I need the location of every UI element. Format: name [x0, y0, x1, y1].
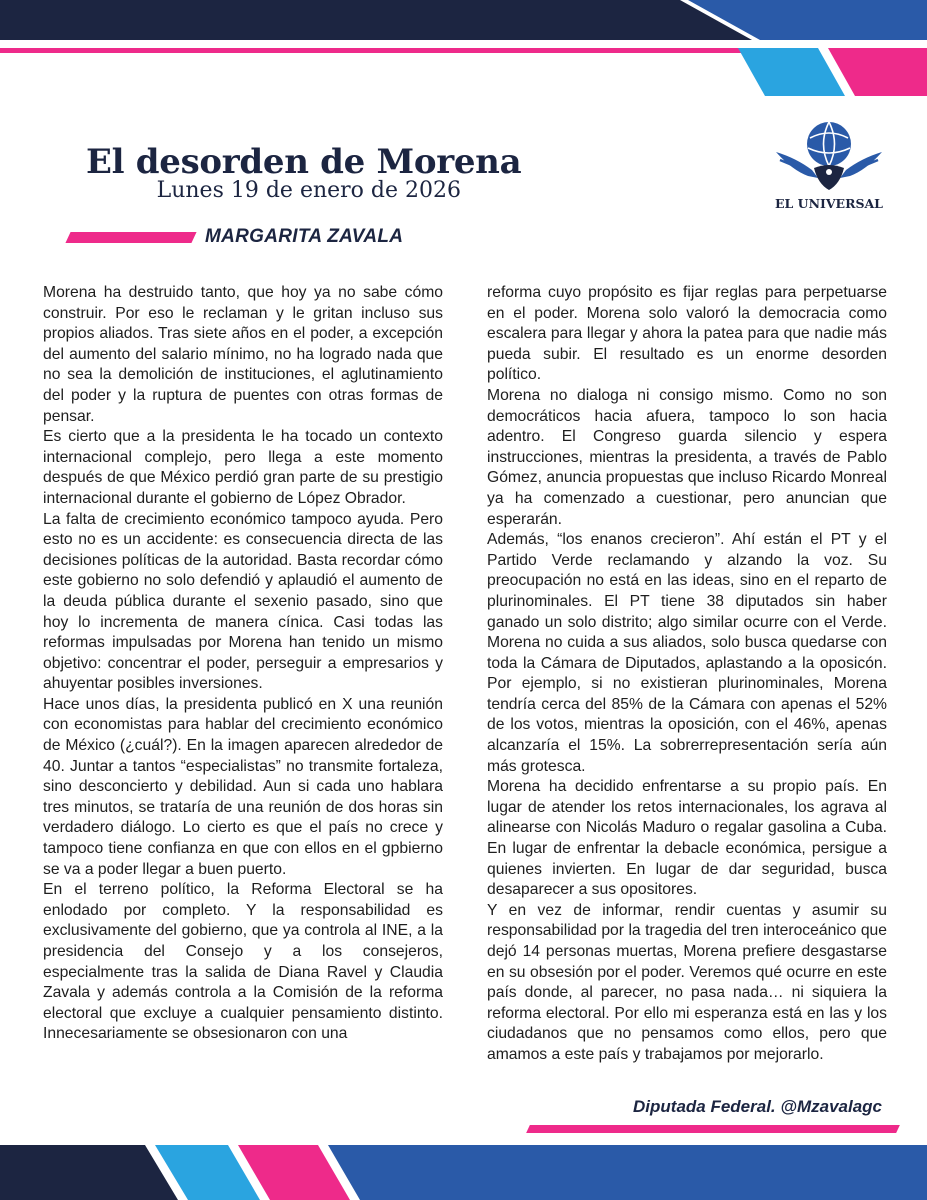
paragraph: Hace unos días, la presidenta publicó en X una reunión con economistas para hablar del crecimiento económico de México (¿cuál?). En la imagen aparecen alrededor de 40. Juntar a tantos “especialistas” no transmite fortaleza, sino desconcierto y debilidad. Aun si cada uno hablara tres minutos, se trataría de una reunión de dos horas sin verdadero diálogo. Lo cierto es que el país no crece y tampoco tiene confianza en que con ellos en el gpbierno se va a poder llegar a buen puerto.: [43, 695, 443, 878]
top-light-blue-band: [738, 48, 845, 96]
article-column-right: [487, 283, 887, 1066]
bottom-navy-band: [0, 1145, 178, 1200]
footer-signature: Diputada Federal. @Mzavalagc: [633, 1097, 882, 1116]
author-accent-bar: [65, 232, 196, 243]
paragraph: Morena no dialoga ni consigo mismo. Como no son democráticos hacia afuera, tampoco lo son hacia adentro. El Congreso guarda silencio y espera instrucciones, mientras la presidenta, a través de Pablo Gómez, anuncia propuestas que incluso Ricardo Monreal ya ha comenzado a cuestionar, pero anuncian que esperarán.: [487, 386, 887, 528]
article-title: El desorden de Morena: [86, 142, 522, 182]
bottom-decorative-stripes: [0, 1145, 927, 1200]
paragraph: Morena ha destruido tanto, que hoy ya no sabe cómo construir. Por eso le reclaman y le gritan incluso sus propios aliados. Tras siete años en el poder, a excepción del aumento del salario mínimo, no ha logrado nada que no sea la demolición de instituciones, el aglutinamiento del poder y la ruptura de puentes con otras formas de pensar.: [43, 284, 443, 425]
paragraph: En el terreno político, la Reforma Electoral se ha enlodado por completo. Y la responsabilidad es exclusivamente del gobierno, que ya controla al INE, a la presidencia del Consejo y a los consejeros, especialmente tras la salida de Diana Ravel y Claudia Zavala y además controla a la Comisión de la reforma electoral que excluye a cualquier pensamiento distinto. Innecesariamente se obsesionaron con una: [43, 881, 443, 1043]
top-thin-pink-stripe: [0, 48, 746, 53]
top-navy-band: [0, 0, 752, 40]
bottom-blue-band: [328, 1145, 927, 1200]
article-column-left: [43, 283, 443, 1045]
author-name: MARGARITA ZAVALA: [205, 226, 404, 247]
top-pink-band: [828, 48, 927, 96]
top-decorative-stripes: [0, 0, 927, 120]
paragraph: reforma cuyo propósito es fijar reglas para perpetuarse en el poder. Morena solo valoró la democracia como escalera para llegar y ahora la patea para que nadie más pueda subir. El resultado es un enorme desorden político.: [487, 284, 887, 384]
paragraph: Además, “los enanos crecieron”. Ahí están el PT y el Partido Verde reclamando y alzando la voz. Su preocupación no está en las ideas, sino en el reparto de plurinominales. El PT tiene 38 diputados sin haber ganado un solo distrito; algo similar ocurre con el Verde. Morena no cuida a sus aliados, solo busca quedarse con toda la Cámara de Diputados, aplastando a la oposicón. Por ejemplo, si no existieran plurinominales, Morena tendría cerca del 85% de la Cámara con apenas el 52% de los votos, mientras la oposición, con el 46%, apenas alcanzaría el 15%. La sobrerrepresentación sería aún más grotesca.: [487, 531, 887, 775]
eagle-globe-icon: [776, 122, 882, 190]
paragraph: Morena ha decidido enfrentarse a su propio país. En lugar de atender los retos internacionales, los agrava al alinearse con Nicolás Maduro o regalar gasolina a Cuba. En lugar de enfrentar la debacle económica, persigue a quienes invierten. En lugar de dar seguridad, busca desaparecer a sus opositores.: [487, 778, 887, 899]
footer-accent-bar: [526, 1125, 900, 1133]
paragraph: Es cierto que a la presidenta le ha tocado un contexto internacional complejo, pero llega a este momento después de que México perdió gran parte de su prestigio internacional durante el gobierno de López Obrador.: [43, 428, 443, 507]
article-date: Lunes 19 de enero de 2026: [156, 178, 461, 203]
el-universal-logo: [774, 114, 884, 214]
logo-text: EL UNIVERSAL: [775, 196, 883, 211]
paragraph: La falta de crecimiento económico tampoco ayuda. Pero esto no es un accidente: es consecuencia directa de las decisiones políticas de la autoridad. Basta recordar cómo este gobierno no solo defendió y aplaudió el aumento de la deuda pública durante el sexenio pasado, sino que hoy lo incrementa de manera cínica. Casi todas las reformas impulsadas por Morena han tenido un mismo objetivo: concentrar el poder, perseguir a empresarios y ahuyentar posibles inversiones.: [43, 510, 443, 693]
paragraph: Y en vez de informar, rendir cuentas y asumir su responsabilidad por la tragedia del tren interoceánico que dejó 14 personas muertas, Morena prefiere desgastarse en su obsesión por el poder. Veremos qué ocurre en este país donde, al parecer, no pasa nada… ni siquiera la reforma electoral. Por ello mi esperanza está en las y los ciudadanos que no pensamos como ellos, pero que amamos a este país y trabajamos por mejorarlo.: [487, 901, 887, 1063]
